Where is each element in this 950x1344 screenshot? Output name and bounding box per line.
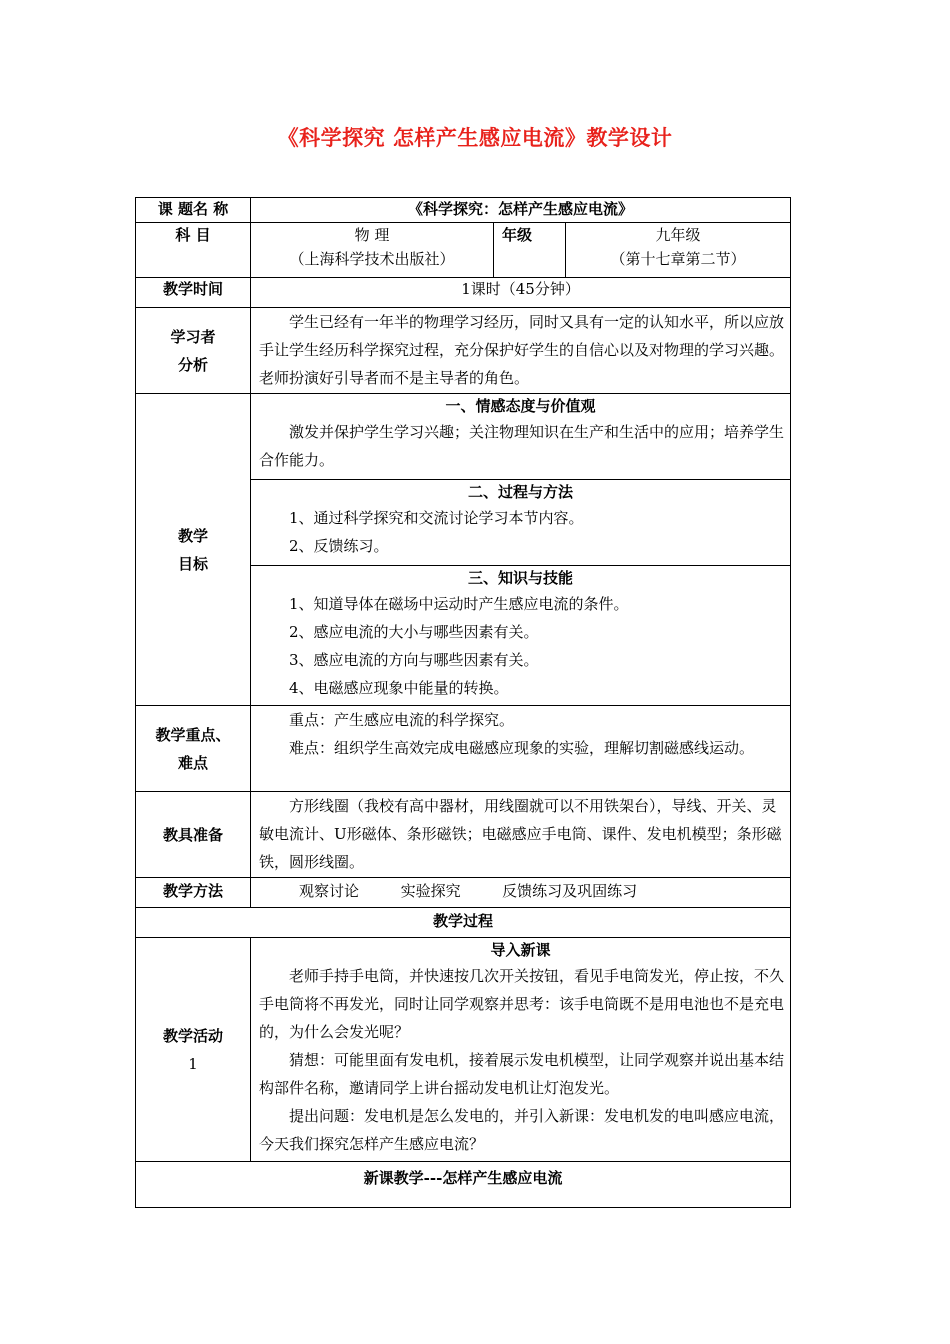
activity-paragraph: 提出问题：发电机是怎么发电的，并引入新课：发电机发的电叫感应电流，今天我们探究怎样产生感应电流？ xyxy=(259,1107,785,1153)
objective-item: 3、感应电流的方向与哪些因素有关。 xyxy=(289,651,539,669)
learner-text: 学生已经有一年半的物理学习经历，同时又具有一定的认知水平，所以应放手让学生经历科学探究过程，充分保护好学生的自信心以及对物理的学习兴趣。老师扮演好引导者而不是主导者的角色。 xyxy=(259,313,785,387)
equipment-text: 方形线圈（我校有高中器材，用线圈就可以不用铁架台），导线、开关、灵敏电流计、U形磁体、条形磁铁；电磁感应手电筒、课件、发电机模型；条形磁铁，圆形线圈。 xyxy=(259,797,782,871)
method-cell xyxy=(251,878,791,908)
objectives-label-line1: 教学 xyxy=(177,526,208,545)
document-title: 《科学探究 怎样产生感应电流》教学设计 xyxy=(277,125,673,150)
objective-item: 1、知道导体在磁场中运动时产生感应电流的条件。 xyxy=(289,595,629,613)
objective-section-process xyxy=(251,480,790,566)
grade-cell xyxy=(566,223,791,278)
equipment-label: 教具准备 xyxy=(136,792,251,878)
objective-text-attitude: 激发并保护学生学习兴趣；关注物理知识在生产和生活中的应用；培养学生合作能力。 xyxy=(259,423,785,469)
grade-label: 年级 xyxy=(494,223,566,278)
subject-cell xyxy=(251,223,494,278)
grade-value: 九年级 xyxy=(655,226,701,244)
objective-heading-attitude: 一、情感态度与价值观 xyxy=(445,397,596,415)
subject-publisher: （上海科学技术出版社） xyxy=(289,250,455,268)
key-points-difficulty: 难点：组织学生高效完成电磁感应现象的实验，理解切割磁感线运动。 xyxy=(289,739,755,757)
subject-name: 物 理 xyxy=(354,226,390,244)
key-points-row xyxy=(136,706,791,792)
method-item: 实验探究 xyxy=(400,882,461,900)
objective-section-attitude xyxy=(251,394,790,480)
method-item: 反馈练习及巩固练习 xyxy=(502,882,638,900)
subject-label: 科 目 xyxy=(136,223,251,278)
objective-item: 4、电磁感应现象中能量的转换。 xyxy=(289,679,509,697)
objective-item: 2、反馈练习。 xyxy=(289,537,389,555)
course-label: 课 题名 称 xyxy=(136,198,251,223)
subject-row xyxy=(136,223,791,278)
time-row xyxy=(136,278,791,308)
new-lesson-row xyxy=(136,1162,791,1208)
method-label: 教学方法 xyxy=(136,878,251,908)
learner-label-line1: 学习者 xyxy=(170,327,216,346)
key-points-label-line2: 难点 xyxy=(177,753,208,772)
objectives-cell xyxy=(251,394,791,706)
objective-item: 2、感应电流的大小与哪些因素有关。 xyxy=(289,623,539,641)
key-points-label-line1: 教学重点、 xyxy=(155,725,231,744)
method-row xyxy=(136,878,791,908)
objective-heading-knowledge: 三、知识与技能 xyxy=(468,569,574,587)
key-points-label xyxy=(136,706,251,792)
objective-section-knowledge xyxy=(251,566,790,705)
lesson-plan-table xyxy=(135,197,791,1208)
time-label: 教学时间 xyxy=(136,278,251,308)
learner-cell xyxy=(251,308,791,394)
objectives-row xyxy=(136,394,791,706)
course-row xyxy=(136,198,791,223)
activity-heading: 导入新课 xyxy=(490,941,551,959)
objective-item: 1、通过科学探究和交流讨论学习本节内容。 xyxy=(289,509,584,527)
time-value: 1课时（45分钟） xyxy=(251,278,791,308)
process-row xyxy=(136,908,791,938)
equipment-row xyxy=(136,792,791,878)
learner-label-line2: 分析 xyxy=(177,355,208,374)
key-points-cell xyxy=(251,706,791,792)
activity-row xyxy=(136,938,791,1162)
objectives-label-line2: 目标 xyxy=(177,554,208,573)
equipment-cell xyxy=(251,792,791,878)
key-points-focus: 重点：产生感应电流的科学探究。 xyxy=(289,711,515,729)
process-heading: 教学过程 xyxy=(136,908,791,938)
learner-row xyxy=(136,308,791,394)
activity-paragraph: 老师手持手电筒，并快速按几次开关按钮，看见手电筒发光，停止按，不久手电筒将不再发光，同时让同学观察并思考：该手电筒既不是用电池也不是充电的，为什么会发光呢？ xyxy=(259,967,785,1041)
method-item: 观察讨论 xyxy=(299,882,360,900)
activity-label-line1: 教学活动 xyxy=(162,1026,223,1045)
activity-label xyxy=(136,938,251,1162)
objectives-label xyxy=(136,394,251,706)
activity-paragraph: 猜想：可能里面有发电机，接着展示发电机模型，让同学观察并说出基本结构部件名称，邀请同学上讲台摇动发电机让灯泡发光。 xyxy=(259,1051,785,1097)
activity-cell xyxy=(251,938,791,1162)
course-value: 《科学探究：怎样产生感应电流》 xyxy=(251,198,791,223)
objective-heading-process: 二、过程与方法 xyxy=(468,483,574,501)
new-lesson-heading: 新课教学---怎样产生感应电流 xyxy=(136,1162,791,1208)
learner-label xyxy=(136,308,251,394)
grade-chapter: （第十七章第二节） xyxy=(610,250,746,268)
activity-label-line2: 1 xyxy=(188,1054,198,1073)
